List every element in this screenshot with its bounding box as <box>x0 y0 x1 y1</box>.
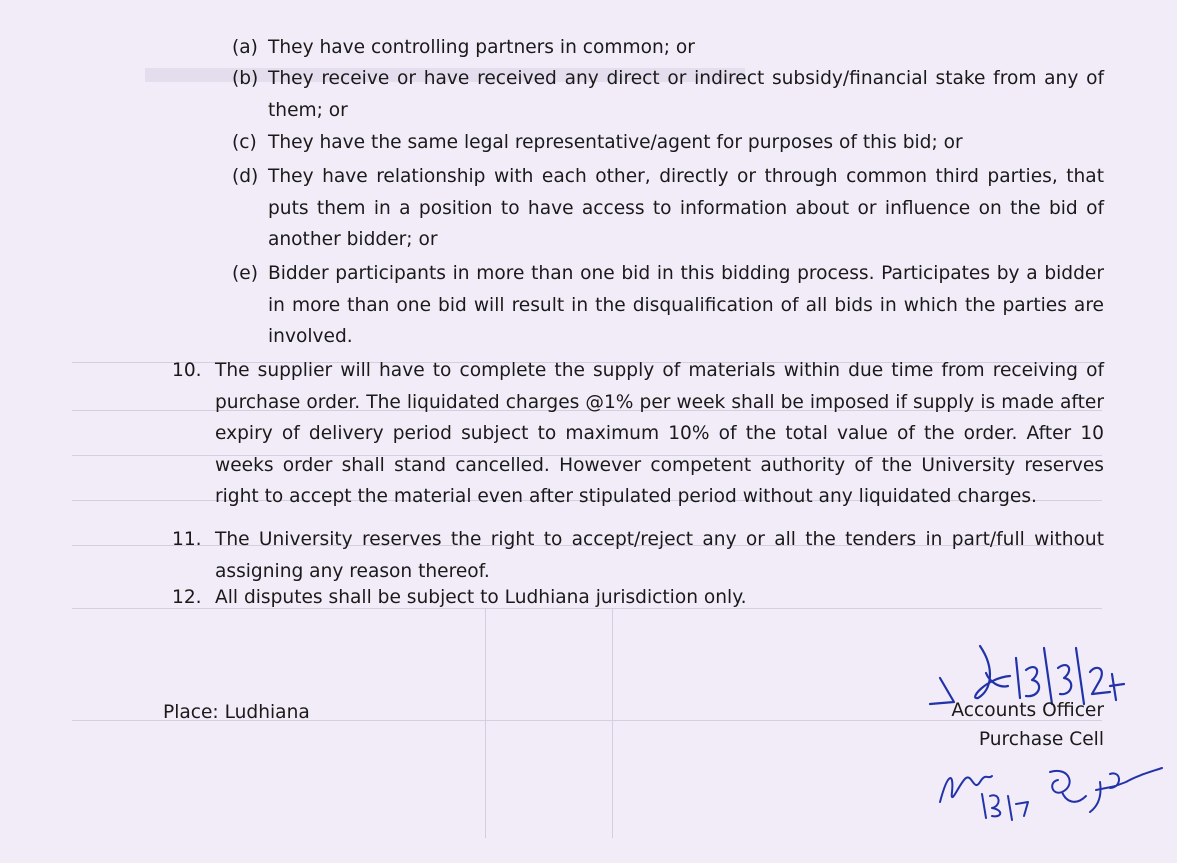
place-line: Place: Ludhiana <box>163 702 310 723</box>
item-text: They have relationship with each other, directly or through common third parties, that puts them in a position to have access to information about or influence on the bid of another bidder; or <box>268 166 1104 250</box>
item-text: Bidder participants in more than one bid in this bidding process. Participates by a bidder in more than one bid will result in the disqualification of all bids in which the parties are involved. <box>268 263 1104 347</box>
item-number: 12. <box>172 587 202 608</box>
item-number: 10. <box>172 360 202 381</box>
item-text: They receive or have received any direct or indirect subsidy/financial stake from any of them; or <box>268 68 1104 121</box>
list-item <box>172 524 1104 587</box>
signatory-department: Purchase Cell <box>978 729 1104 750</box>
initials-handwriting <box>930 752 1170 822</box>
list-item <box>172 582 1104 614</box>
list-item <box>232 63 1104 126</box>
item-label: (e) <box>232 263 258 284</box>
item-label: (d) <box>232 166 259 187</box>
item-label: (c) <box>232 132 257 153</box>
signatory-block <box>951 696 1104 754</box>
item-number: 11. <box>172 529 202 550</box>
list-item <box>232 161 1104 256</box>
signatory-title: Accounts Officer <box>951 700 1104 721</box>
item-label: (b) <box>232 68 259 89</box>
item-text: The University reserves the right to accept/reject any or all the tenders in part/full without assigning any reason thereof. <box>215 529 1104 582</box>
item-text: They have controlling partners in common; or <box>268 37 695 58</box>
item-label: (a) <box>232 37 258 58</box>
list-item <box>232 127 1104 159</box>
item-text: All disputes shall be subject to Ludhiana jurisdiction only. <box>215 587 747 608</box>
item-text: The supplier will have to complete the supply of materials within due time from receiving of purchase order. The liquidated charges @1% per week shall be imposed if supply is made after expiry of delivery period subject to maximum 10% of the total value of the order. After 10 weeks order shall stand cancelled. However competent authority of the University reserves right to accept the material even after stipulated period without any liquidated charges. <box>215 360 1104 507</box>
list-item <box>232 32 1104 64</box>
item-text: They have the same legal representative/agent for purposes of this bid; or <box>268 132 963 153</box>
list-item <box>232 258 1104 353</box>
list-item <box>172 355 1104 513</box>
